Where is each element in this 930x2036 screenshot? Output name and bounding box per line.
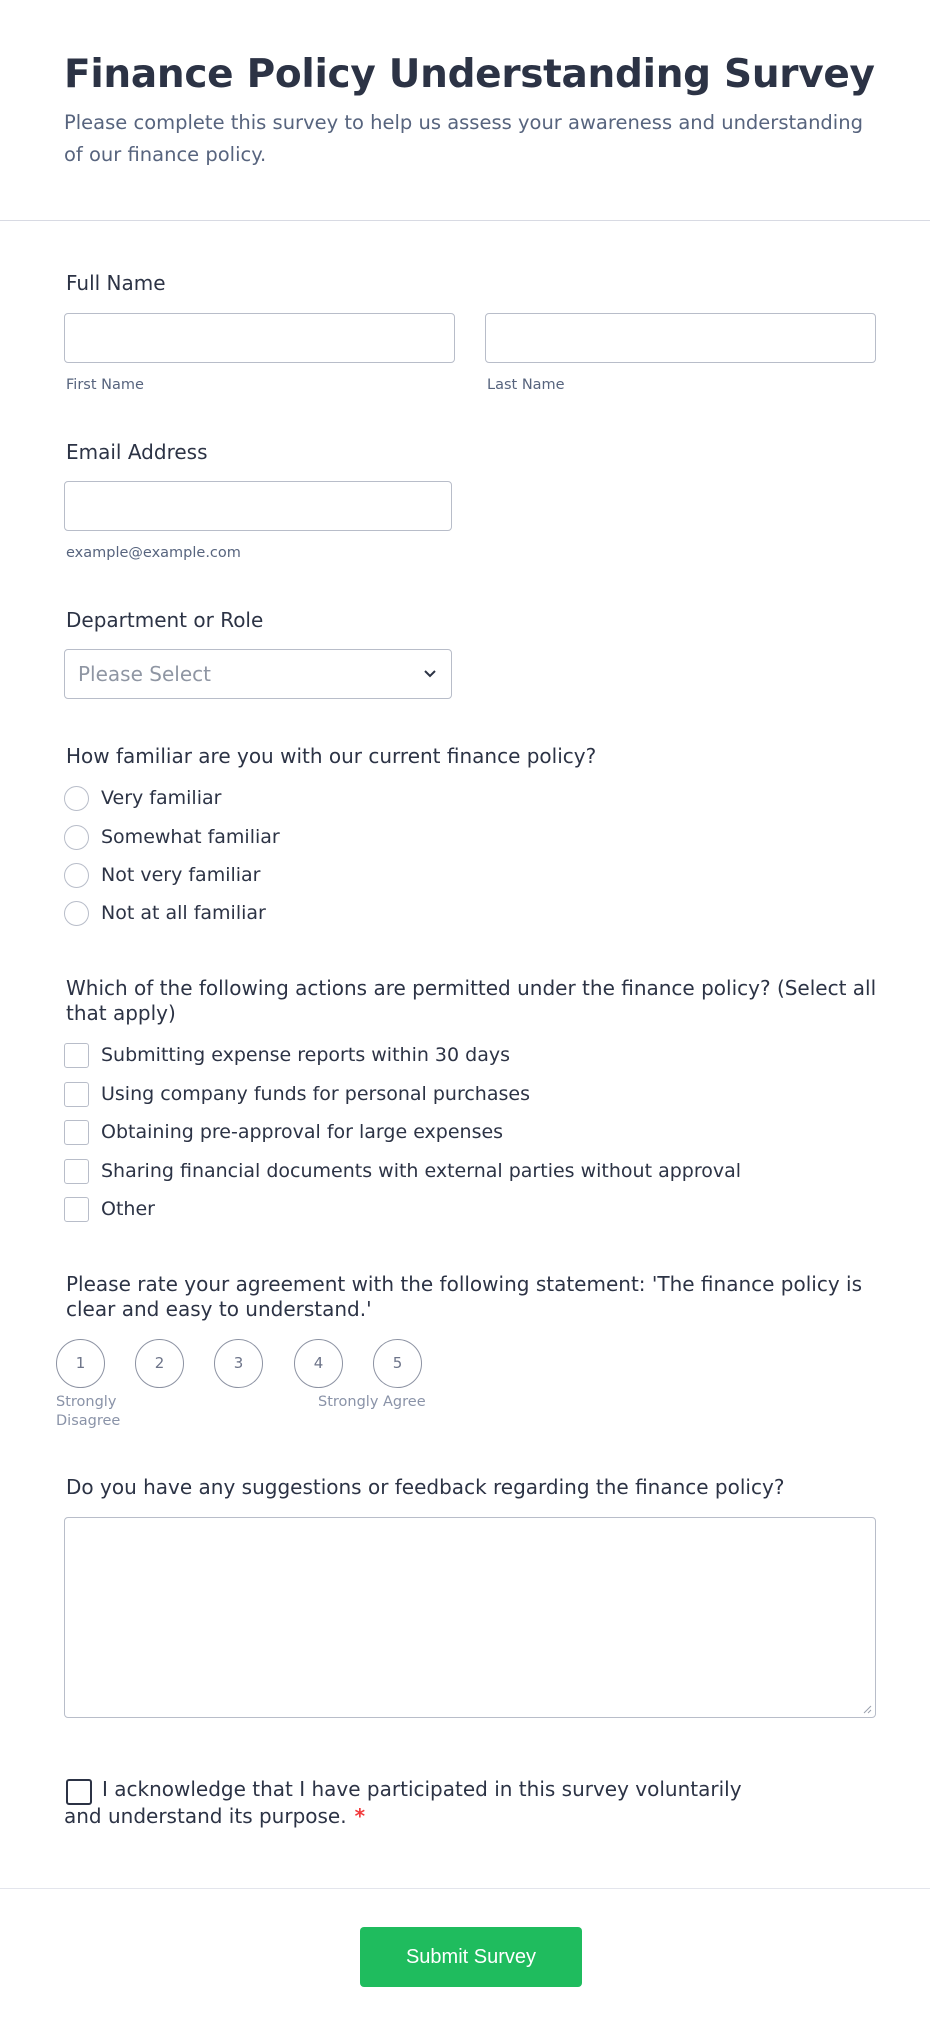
acknowledgement-text: I acknowledge that I have participated in this survey voluntarily and understand its purpose. [64, 1777, 742, 1828]
familiarity-question: How familiar are you with our current finance policy? [66, 744, 597, 768]
radio-button[interactable] [64, 901, 89, 926]
rating-number: 3 [233, 1354, 244, 1372]
rating-option-4[interactable] [294, 1339, 343, 1388]
familiarity-option-label: Somewhat familiar [101, 826, 280, 848]
permitted-action-label: Submitting expense reports within 30 days [101, 1044, 510, 1066]
email-sublabel: example@example.com [66, 545, 241, 561]
page-subtitle: Please complete this survey to help us assess your awareness and understanding of our finance policy. [64, 111, 863, 166]
rating-number: 1 [75, 1354, 86, 1372]
feedback-textarea[interactable] [64, 1517, 876, 1718]
first-name-sublabel: First Name [66, 377, 144, 393]
permitted-actions-question: Which of the following actions are permitted under the finance policy? (Select all that apply) [66, 976, 877, 1025]
email-label: Email Address [66, 440, 208, 464]
radio-button[interactable] [64, 863, 89, 888]
department-selected-value: Please Select [78, 662, 211, 686]
rating-option-1[interactable] [56, 1339, 105, 1388]
required-asterisk: * [354, 1804, 366, 1828]
checkbox[interactable] [64, 1159, 89, 1184]
checkbox[interactable] [64, 1043, 89, 1068]
email-input[interactable] [64, 481, 452, 531]
resize-handle-icon[interactable] [863, 1705, 872, 1714]
rating-option-3[interactable] [214, 1339, 263, 1388]
department-select[interactable] [64, 649, 452, 699]
permitted-action-label: Sharing financial documents with external parties without approval [101, 1160, 742, 1182]
rating-option-2[interactable] [135, 1339, 184, 1388]
agreement-question: Please rate your agreement with the following statement: 'The finance policy is clear and easy to understand.' [66, 1272, 863, 1321]
last-name-input[interactable] [485, 313, 876, 363]
submit-button[interactable]: Submit Survey [360, 1927, 582, 1987]
checkbox[interactable] [64, 1120, 89, 1145]
radio-button[interactable] [64, 825, 89, 850]
familiarity-option-label: Very familiar [101, 787, 222, 809]
footer-divider [0, 1888, 930, 1889]
checkbox[interactable] [64, 1197, 89, 1222]
permitted-action-label: Using company funds for personal purchases [101, 1083, 530, 1105]
department-label: Department or Role [66, 608, 264, 632]
radio-button[interactable] [64, 786, 89, 811]
rating-number: 2 [154, 1354, 165, 1372]
form-header [0, 0, 930, 221]
rating-number: 5 [392, 1354, 403, 1372]
scale-high-label: Strongly Agree [318, 1394, 426, 1410]
rating-option-5[interactable] [373, 1339, 422, 1388]
familiarity-option-label: Not at all familiar [101, 902, 266, 924]
checkbox[interactable] [64, 1082, 89, 1107]
feedback-question: Do you have any suggestions or feedback regarding the finance policy? [66, 1475, 785, 1499]
familiarity-option-label: Not very familiar [101, 864, 261, 886]
rating-number: 4 [313, 1354, 324, 1372]
permitted-action-label: Other [101, 1198, 155, 1220]
scale-low-label: Strongly Disagree [56, 1394, 121, 1429]
last-name-sublabel: Last Name [487, 377, 565, 393]
permitted-action-label: Obtaining pre-approval for large expenses [101, 1121, 504, 1143]
full-name-label: Full Name [66, 271, 166, 295]
first-name-input[interactable] [64, 313, 455, 363]
page-title: Finance Policy Understanding Survey [64, 52, 875, 97]
chevron-down-icon [423, 664, 437, 684]
acknowledgement-label [64, 1776, 784, 1830]
